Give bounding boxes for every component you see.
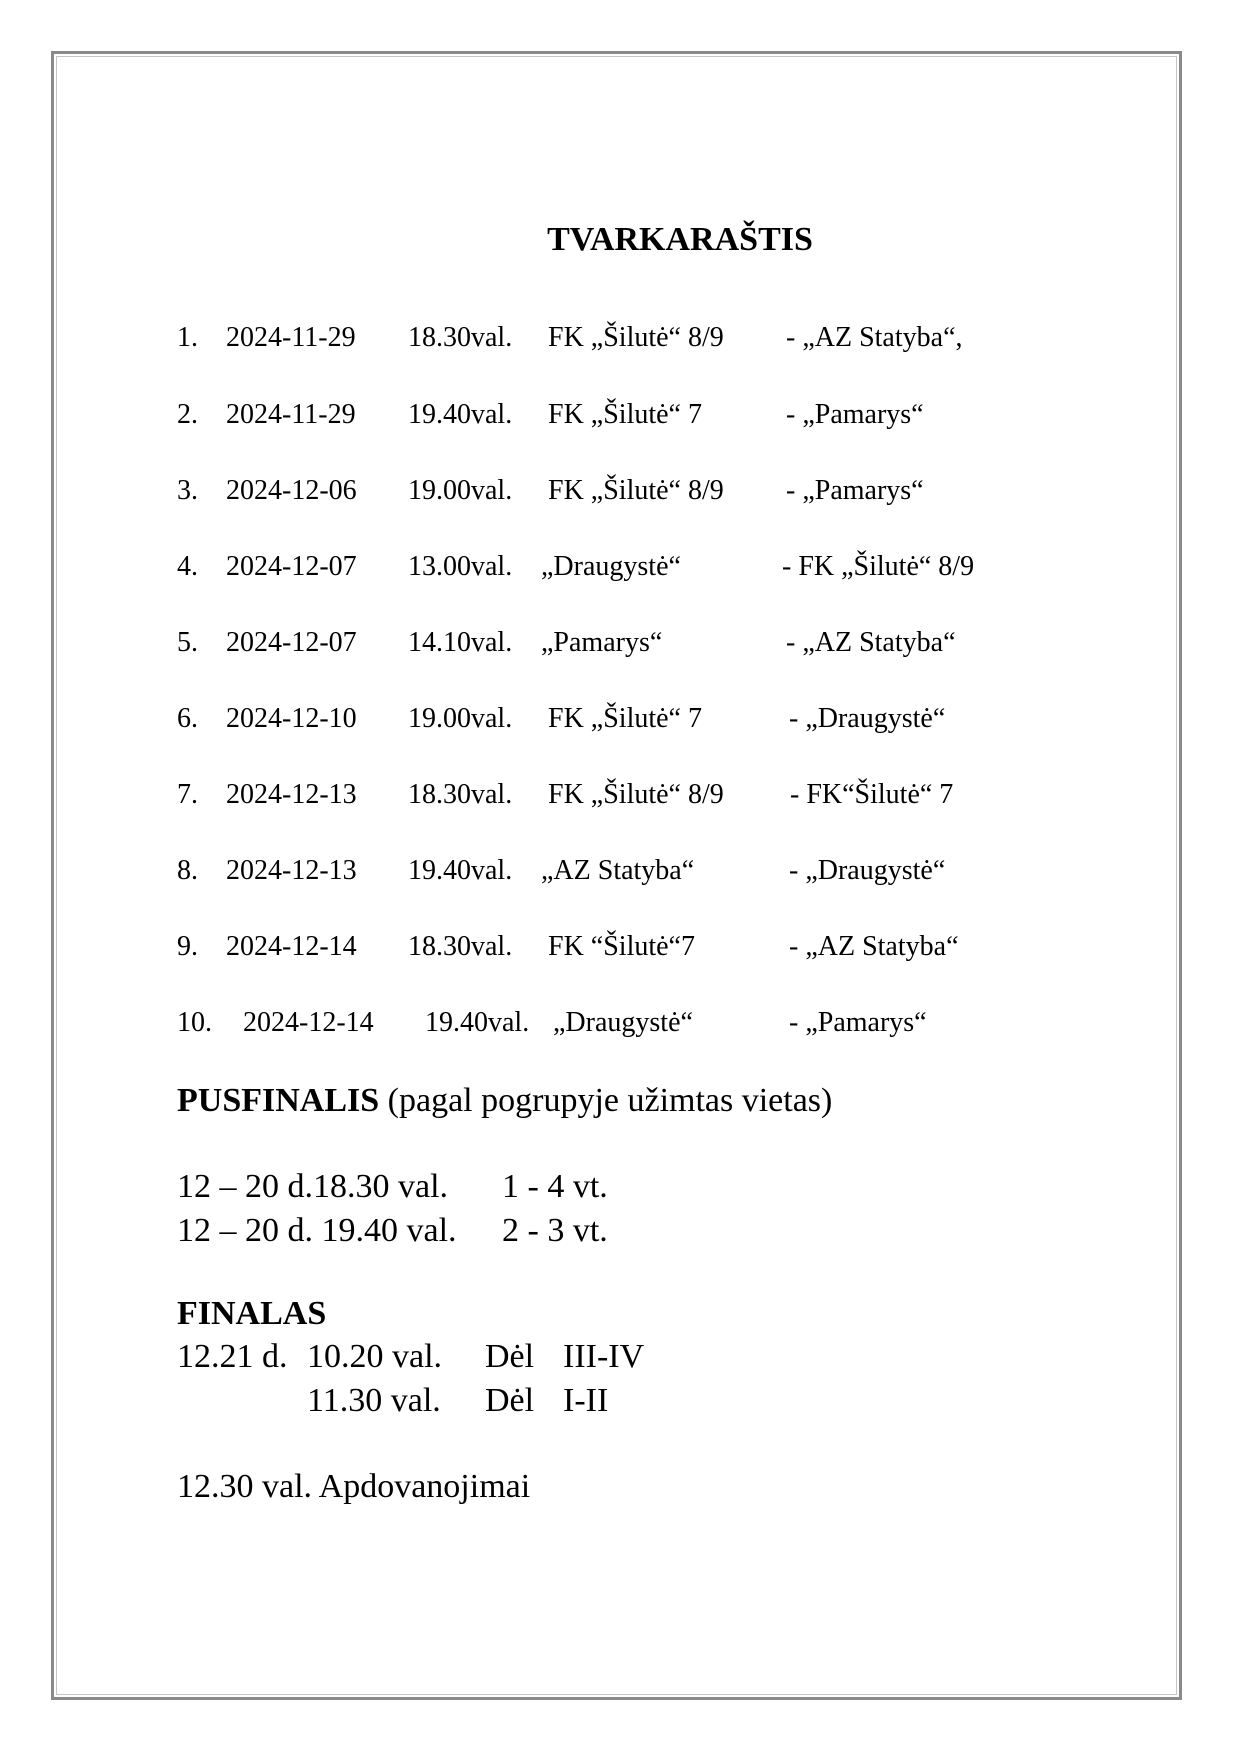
match-number: 9. — [177, 931, 198, 962]
match-time: 19.40val. — [408, 399, 513, 430]
match-away-team: - FK“Šilutė“ 7 — [790, 779, 954, 810]
final-label: Dėl — [485, 1382, 535, 1419]
match-number: 6. — [177, 703, 198, 734]
match-date: 2024-12-06 — [226, 475, 357, 506]
match-time: 18.30val. — [408, 931, 513, 962]
semifinal-line — [177, 1168, 608, 1206]
match-away-team: - „Pamarys“ — [786, 475, 924, 506]
match-home-team: FK „Šilutė“ 8/9 — [548, 475, 724, 506]
match-date: 2024-12-14 — [243, 1007, 374, 1038]
match-date: 2024-12-07 — [226, 551, 357, 582]
match-date: 2024-12-13 — [226, 855, 357, 886]
match-time: 18.30val. — [408, 779, 513, 810]
match-number: 1. — [177, 322, 198, 353]
match-time: 19.00val. — [408, 703, 513, 734]
semifinal-line — [177, 1212, 608, 1250]
final-time: 11.30 val. — [307, 1382, 441, 1419]
final-place: III-IV — [563, 1338, 645, 1375]
semifinal-heading: PUSFINALIS — [177, 1082, 380, 1119]
match-home-team: „AZ Statyba“ — [541, 855, 695, 886]
match-number: 10. — [177, 1007, 212, 1038]
match-date: 2024-12-10 — [226, 703, 357, 734]
match-number: 3. — [177, 475, 198, 506]
match-home-team: FK „Šilutė“ 7 — [548, 703, 702, 734]
page-title: TVARKARAŠTIS — [547, 221, 813, 258]
match-date: 2024-12-07 — [226, 627, 357, 658]
match-number: 7. — [177, 779, 198, 810]
match-home-team: FK „Šilutė“ 8/9 — [548, 779, 724, 810]
awards-line: 12.30 val. Apdovanojimai — [177, 1468, 531, 1505]
semifinal-note: (pagal pogrupyje užimtas vietas) — [387, 1082, 833, 1119]
match-home-team: FK „Šilutė“ 8/9 — [548, 322, 724, 353]
final-label: Dėl — [485, 1338, 535, 1375]
match-home-team: „Draugystė“ — [553, 1007, 693, 1038]
match-away-team: - „AZ Statyba“, — [786, 322, 963, 353]
match-number: 8. — [177, 855, 198, 886]
match-away-team: - „Pamarys“ — [789, 1007, 927, 1038]
match-number: 4. — [177, 551, 198, 582]
match-away-team: - „Draugystė“ — [789, 855, 946, 886]
final-line — [177, 1338, 777, 1378]
match-away-team: - FK „Šilutė“ 8/9 — [782, 551, 975, 582]
match-number: 5. — [177, 627, 198, 658]
match-away-team: - „Draugystė“ — [789, 703, 946, 734]
semifinal-match: 1 - 4 vt. — [502, 1168, 608, 1205]
final-time: 10.20 val. — [307, 1338, 443, 1375]
match-away-team: - „AZ Statyba“ — [786, 627, 956, 658]
semifinal-match: 2 - 3 vt. — [502, 1212, 608, 1249]
match-home-team: FK “Šilutė“7 — [548, 931, 695, 962]
match-home-team: „Pamarys“ — [541, 627, 663, 658]
match-away-team: - „AZ Statyba“ — [789, 931, 959, 962]
match-time: 18.30val. — [408, 322, 513, 353]
match-number: 2. — [177, 399, 198, 430]
match-time: 13.00val. — [408, 551, 513, 582]
match-date: 2024-11-29 — [226, 399, 356, 430]
final-place: I-II — [563, 1382, 609, 1419]
match-time: 19.00val. — [408, 475, 513, 506]
semifinal-time: 12 – 20 d. 19.40 val. — [177, 1212, 457, 1249]
match-date: 2024-11-29 — [226, 322, 356, 353]
match-home-team: „Draugystė“ — [541, 551, 681, 582]
semifinal-heading-line — [177, 1082, 832, 1120]
match-date: 2024-12-13 — [226, 779, 357, 810]
match-home-team: FK „Šilutė“ 7 — [548, 399, 702, 430]
match-time: 19.40val. — [408, 855, 513, 886]
match-date: 2024-12-14 — [226, 931, 357, 962]
match-away-team: - „Pamarys“ — [786, 399, 924, 430]
match-time: 14.10val. — [408, 627, 513, 658]
final-line — [177, 1382, 777, 1422]
final-heading: FINALAS — [177, 1295, 327, 1332]
match-time: 19.40val. — [425, 1007, 530, 1038]
final-day: 12.21 d. — [177, 1338, 288, 1375]
semifinal-time: 12 – 20 d.18.30 val. — [177, 1168, 449, 1205]
